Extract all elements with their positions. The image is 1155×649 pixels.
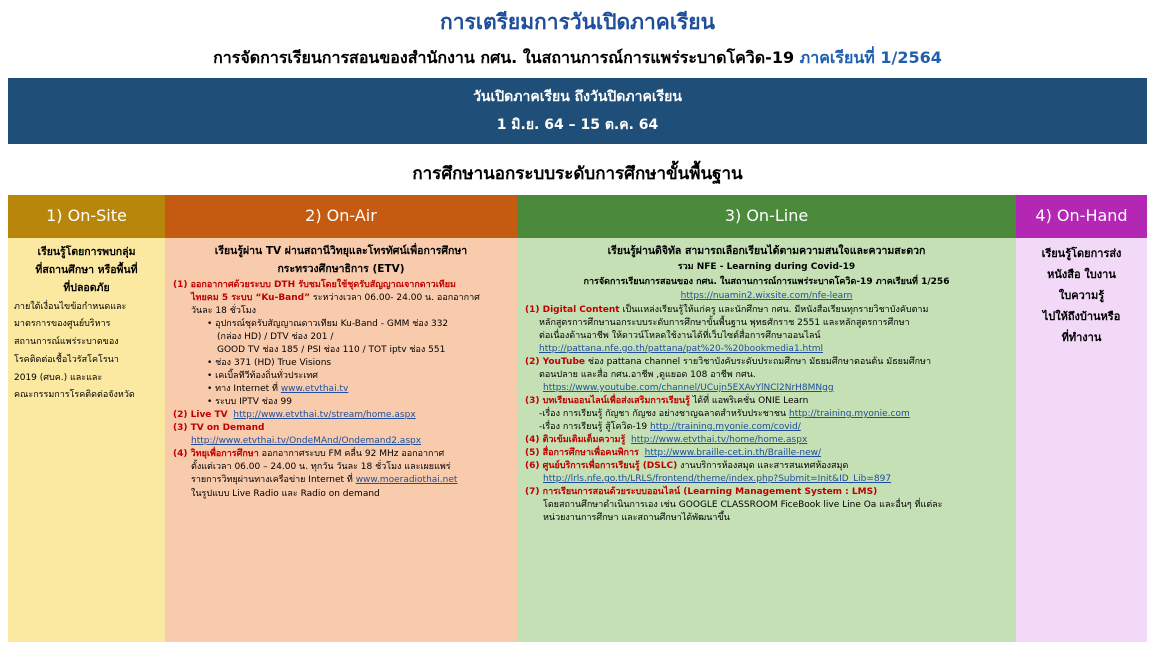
onhand-line-1: เรียนรู้โดยการส่ง	[1041, 247, 1122, 260]
onair-item-4-text-3: รายการวิทยุผ่านทางเครือข่าย Internet ที่	[191, 475, 356, 486]
online-item-3-b-text: -เรื่อง การเรียนรู้ สู้โควิด-19	[539, 421, 650, 432]
etvthai-link[interactable]: www.etvthai.tv	[280, 384, 349, 395]
online-header: 3) On-Line	[517, 195, 1016, 238]
online-head-1: เรียนรู้ผ่านดิจิทัล สามารถเลือกเรียนได้ตามความสนใจและความสะดวก	[607, 245, 926, 257]
onsite-text-3: สถานการณ์แพร่ระบาดของ	[14, 337, 119, 348]
onair-bullet-1b: (กล่อง HD) / DTV ช่อง 201 /	[217, 331, 334, 342]
onair-item-1	[173, 279, 511, 292]
onair-head-1: เรียนรู้ผ่าน TV ผ่านสถานีวิทยุและโทรทัศน์เพื่อการศึกษา	[214, 245, 468, 257]
online-item-1-text-3: ต่อเนื่องด้านอาชีพ ให้ดาวน์โหลดใช้งานได้ที่เว็บไซต์สื่อการศึกษาออนไลน์	[539, 330, 821, 341]
onair-item-1-cont	[191, 292, 511, 305]
online-sub-link-row	[525, 289, 1008, 303]
onair-item-4-text-3-row	[191, 474, 511, 487]
online-item-3	[525, 395, 1010, 408]
myonie-covid-link[interactable]: http://training.myonie.com/covid/	[650, 421, 801, 432]
online-item-1-text-2: หลักสูตรการศึกษานอกระบบระดับการศึกษาขั้นพื้นฐาน พุทธศักราช 2551 และหลักสูตรการศึกษา	[539, 317, 910, 328]
online-item-7-text: โดยสถานศึกษาดำเนินการเอง เช่น GOOGLE CLASSROOM FiceBook live Line Oa และอื่นๆ ที่แต่ละ	[543, 500, 943, 511]
onsite-text-5: 2019 (ศบค.) และและ	[14, 372, 103, 383]
onair-item-4	[173, 448, 511, 461]
online-item-1-link-row	[539, 343, 1010, 356]
page-subtitle	[0, 46, 1155, 71]
online-item-6-text: งานบริการห้องสมุด และสารสนเทศห้องสมุด	[677, 461, 849, 472]
onair-item-1-title-2: ไทยคม 5 ระบบ “Ku-Band”	[191, 292, 311, 303]
online-panel	[517, 238, 1016, 642]
onair-item-3	[173, 422, 511, 435]
onsite-panel	[8, 238, 165, 642]
online-item-3-text: ได้ที่ แอพริเคชั่น ONIE Learn	[689, 395, 809, 406]
onair-item-1-text: ระหว่างเวลา 06.00- 24.00 น. ออกอากาศ	[310, 292, 480, 303]
onsite-head-2: ที่สถานศึกษา หรือพื้นที่	[35, 263, 138, 276]
online-item-7-text-2: หน่วยงานการศึกษา และสถานศึกษาได้พัฒนาขึ้น	[543, 513, 730, 524]
online-item-1-title: (1) Digital Content	[525, 304, 620, 315]
banner-line-1: วันเปิดภาคเรียน ถึงวันปิดภาคเรียน	[473, 89, 682, 105]
page-title: การเตรียมการวันเปิดภาคเรียน	[440, 10, 715, 34]
pattana-bookmedia-link[interactable]: http://pattana.nfe.go.th/pattana/pat%20-%20bookmedia1.html	[539, 343, 824, 354]
youtube-channel-link[interactable]: https://www.youtube.com/channel/UCujn5EXAvYlNCl2NrH8MNgg	[543, 382, 834, 393]
lrls-library-link[interactable]: http://lrls.nfe.go.th/LRLS/frontend/theme/index.php?Submit=Init&ID_Lib=897	[543, 474, 892, 485]
onair-item-4-text: ออกอากาศระบบ FM คลื่น 92 MHz ออกอากาศ	[258, 449, 445, 460]
online-item-4-title: (4) ติวเข้มเติมเต็มความรู้	[525, 435, 626, 446]
onhand-line-4: ไปให้ถึงบ้านหรือ	[1042, 309, 1121, 323]
online-sub-2: การจัดการเรียนการสอนของ กศน. ในสถานการณ์การแพร่ระบาดโควิด-19 ภาคเรียนที่ 1/256	[583, 276, 950, 287]
onair-bullet-2: • ช่อง 371 (HD) True Visions	[207, 358, 332, 369]
onair-item-4-text-2: ตั้งแต่เวลา 06.00 – 24.00 น. ทุกวัน วันละ 18 ชั่วโมง และเผยแพร่	[191, 462, 451, 473]
onhand-header: 4) On-Hand	[1016, 195, 1147, 238]
section-title: การศึกษานอกระบบระดับการศึกษาขั้นพื้นฐาน	[412, 164, 743, 184]
onair-bullet-3: • เคเบิ้ลทีวีท้องถิ่นทั่วประเทศ	[207, 371, 318, 382]
onair-item-3-link-row	[191, 435, 511, 448]
onair-panel	[165, 238, 517, 642]
online-item-2-title: (2) YouTube	[525, 356, 586, 367]
banner-line-2: 1 มิ.ย. 64 – 15 ต.ค. 64	[496, 117, 659, 133]
online-item-2	[525, 356, 1010, 369]
online-item-3-a-text: -เรื่อง การเรียนรู้ กัญชา กัญชง อย่างชาญฉลาดสำหรับประชาชน	[539, 408, 790, 419]
subtitle-term: ภาคเรียนที่ 1/2564	[799, 48, 942, 67]
onhand-line-3: ใบความรู้	[1058, 288, 1105, 302]
online-item-4	[525, 434, 1010, 447]
onsite-text-4: โรคติดต่อเชื้อไวรัสโคโรนา	[14, 354, 119, 365]
onair-item-1-title: (1) ออกอากาศด้วยระบบ DTH รับชมโดยใช้ชุดรับสัญญาณจากดาวเทียม	[173, 279, 456, 290]
subtitle-main: การจัดการเรียนการสอนของสำนักงาน กศน. ในสถานการณ์การแพร่ระบาดโควิด-19	[213, 48, 795, 67]
onhand-panel	[1016, 238, 1147, 642]
online-item-2-text-2: ตอนปลาย และสื่อ กศน.อาชีพ ,ดูแยอด 108 อาชีพ กศน.	[539, 369, 756, 380]
online-item-2-link-row	[543, 382, 1010, 395]
online-item-1	[525, 304, 1010, 317]
onair-item-2	[173, 409, 511, 422]
online-item-3-b	[539, 421, 1010, 434]
onsite-head-3: ที่ปลอดภัย	[63, 281, 110, 294]
online-sub-1: รวม NFE - Learning during Covid-19	[677, 262, 856, 273]
online-item-6-title: (6) ศูนย์บริการเพื่อการเรียนรู้ (DSLC)	[525, 461, 678, 472]
online-item-3-title: (3) บทเรียนออนไลน์เพื่อส่งเสริมการเรียนรู้	[525, 395, 690, 406]
online-item-2-text: ช่อง pattana channel รายวิชาบังคับระดับประถมศึกษา มัธยมศึกษาตอนต้น มัธยมศึกษา	[585, 356, 932, 367]
onsite-head-1: เรียนรู้โดยการพบกลุ่ม	[37, 246, 136, 258]
onhand-line-5: ที่ทำงาน	[1061, 330, 1102, 344]
online-item-7	[525, 486, 1010, 499]
braille-link[interactable]: http://www.braille-cet.in.th/Braille-new/	[644, 448, 822, 459]
onair-bullet-1c: GOOD TV ช่อง 185 / PSI ช่อง 110 / TOT iptv ช่อง 551	[217, 344, 446, 355]
onair-item-3-title: (3) TV on Demand	[173, 423, 265, 434]
myonie-training-link[interactable]: http://training.myonie.com	[789, 408, 910, 419]
onair-item-2-title: (2) Live TV	[173, 410, 228, 421]
term-dates-banner	[8, 78, 1147, 144]
onair-bullet-5: • ระบบ IPTV ช่อง 99	[207, 397, 292, 408]
onsite-text-2: มาตรการของศูนย์บริหาร	[14, 319, 111, 330]
etvthai-home-link[interactable]: http://www.etvthai.tv/home/home.aspx	[631, 435, 808, 446]
online-item-6	[525, 460, 1010, 473]
online-item-5	[525, 447, 1010, 460]
onsite-header: 1) On-Site	[8, 195, 165, 238]
onair-item-1-text-2: วันละ 18 ชั่วโมง	[191, 305, 257, 316]
onhand-line-2: หนังสือ ใบงาน	[1047, 267, 1116, 281]
online-item-7-title: (7) การเรียนการสอนด้วยระบบออนไลน์ (Learning Management System : LMS)	[525, 487, 878, 498]
moeradiothai-link[interactable]: www.moeradiothai.net	[355, 475, 458, 486]
online-item-5-title: (5) สื่อการศึกษาเพื่อคนพิการ	[525, 448, 639, 459]
online-item-6-link-row	[543, 473, 1010, 486]
onair-bullet-4	[207, 383, 511, 396]
onair-head-2: กระทรวงศึกษาธิการ (ETV)	[277, 263, 405, 276]
onsite-text-1: ภายใต้เงื่อนไขข้อกำหนดและ	[14, 301, 127, 312]
onair-item-4-title: (4) วิทยุเพื่อการศึกษา	[173, 449, 259, 460]
onair-header: 2) On-Air	[165, 195, 517, 238]
nfe-learn-link[interactable]: https://nuamin2.wixsite.com/nfe-learn	[680, 291, 853, 302]
onair-bullet-4-text: • ทาง Internet ที่	[207, 384, 281, 395]
online-item-1-text: เป็นแหล่งเรียนรู้ให้แก่ครู และนักศึกษา กศน. มีหนังสือเรียนทุกรายวิชาบังคับตาม	[619, 304, 929, 315]
onair-bullet-1: • อุปกรณ์ชุดรับสัญญาณดาวเทียม Ku-Band - GMM ช่อง 332	[207, 318, 449, 329]
onair-item-4-text-4: ในรูปแบบ Live Radio และ Radio on demand	[191, 488, 380, 499]
onsite-text-6: คณะกรรมการโรคติดต่อจังหวัด	[14, 390, 135, 401]
tv-on-demand-link[interactable]: http://www.etvthai.tv/OndeMAnd/Ondemand2.aspx	[191, 436, 422, 447]
online-item-3-a	[539, 408, 1010, 421]
live-tv-link[interactable]: http://www.etvthai.tv/stream/home.aspx	[233, 410, 416, 421]
